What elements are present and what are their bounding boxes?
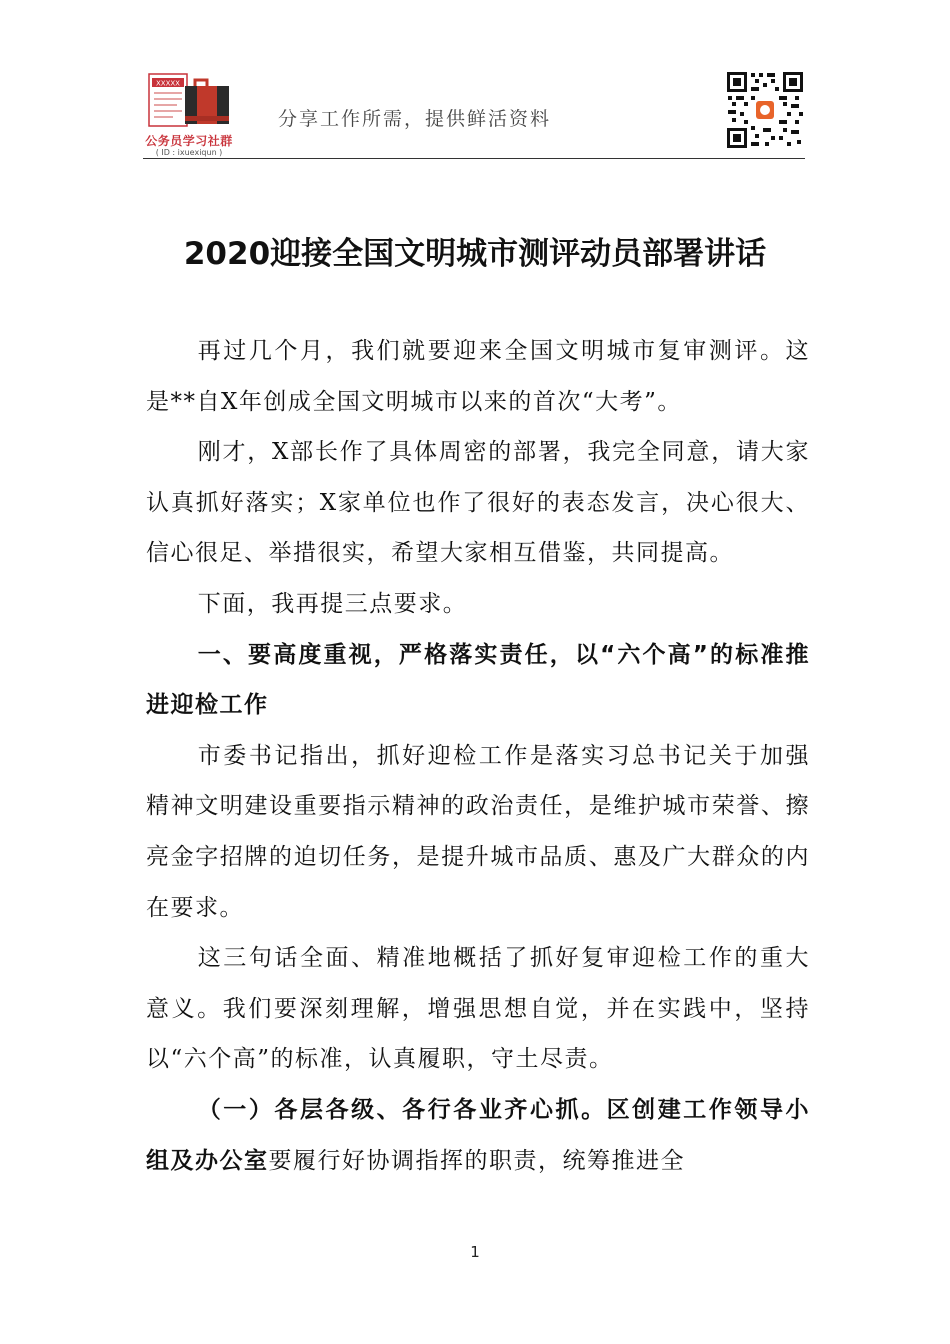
paragraph-text: 要履行好协调指挥的职责，统筹推进全: [268, 1147, 685, 1174]
logo: [143, 72, 235, 157]
page-number: 1: [470, 1243, 480, 1261]
header-tagline: 分享工作所需，提供鲜活资料: [278, 108, 552, 130]
logo-id: ( ID : ixuexiqun ): [155, 148, 223, 157]
logo-graphic-icon: [147, 72, 231, 130]
qr-code-icon: [725, 70, 805, 150]
logo-badge: XXXXX: [156, 79, 180, 88]
paragraph: 这三句话全面、精准地概括了抓好复审迎检工作的重大意义。我们要深刻理解，增强思想自觉，并在实践中，坚持以“六个高”的标准，认真履职，守土尽责。: [146, 945, 810, 1073]
paragraph: 市委书记指出，抓好迎检工作是落实习总书记关于加强精神文明建设重要指示精神的政治责任，是维护城市荣誉、擦亮金字招牌的迫切任务，是提升城市品质、惠及广大群众的内在要求。: [146, 742, 810, 921]
paragraph: 刚才，X部长作了具体周密的部署，我完全同意，请大家认真抓好落实；X家单位也作了很好的表态发言，决心很大、信心很足、举措很实，希望大家相互借鉴，共同提高。: [146, 439, 810, 567]
subsection-lead: （一）各层各级、各行各业齐心抓。区创建工作领导小组及办公室: [146, 1096, 810, 1174]
section-heading: 一、要高度重视，严格落实责任，以“六个高”的标准推进迎检工作: [146, 641, 810, 719]
page-title: 2020迎接全国文明城市测评动员部署讲话: [183, 236, 767, 272]
document-body: [146, 326, 810, 1186]
paragraph: 下面，我再提三点要求。: [197, 590, 468, 617]
paragraph: 再过几个月，我们就要迎来全国文明城市复审测评。这是**自X年创成全国文明城市以来的首次“大考”。: [146, 338, 810, 415]
logo-name: 公务员学习社群: [145, 134, 233, 148]
paragraph: [146, 1085, 810, 1186]
header-divider: [143, 158, 805, 159]
page-header: [143, 68, 805, 156]
